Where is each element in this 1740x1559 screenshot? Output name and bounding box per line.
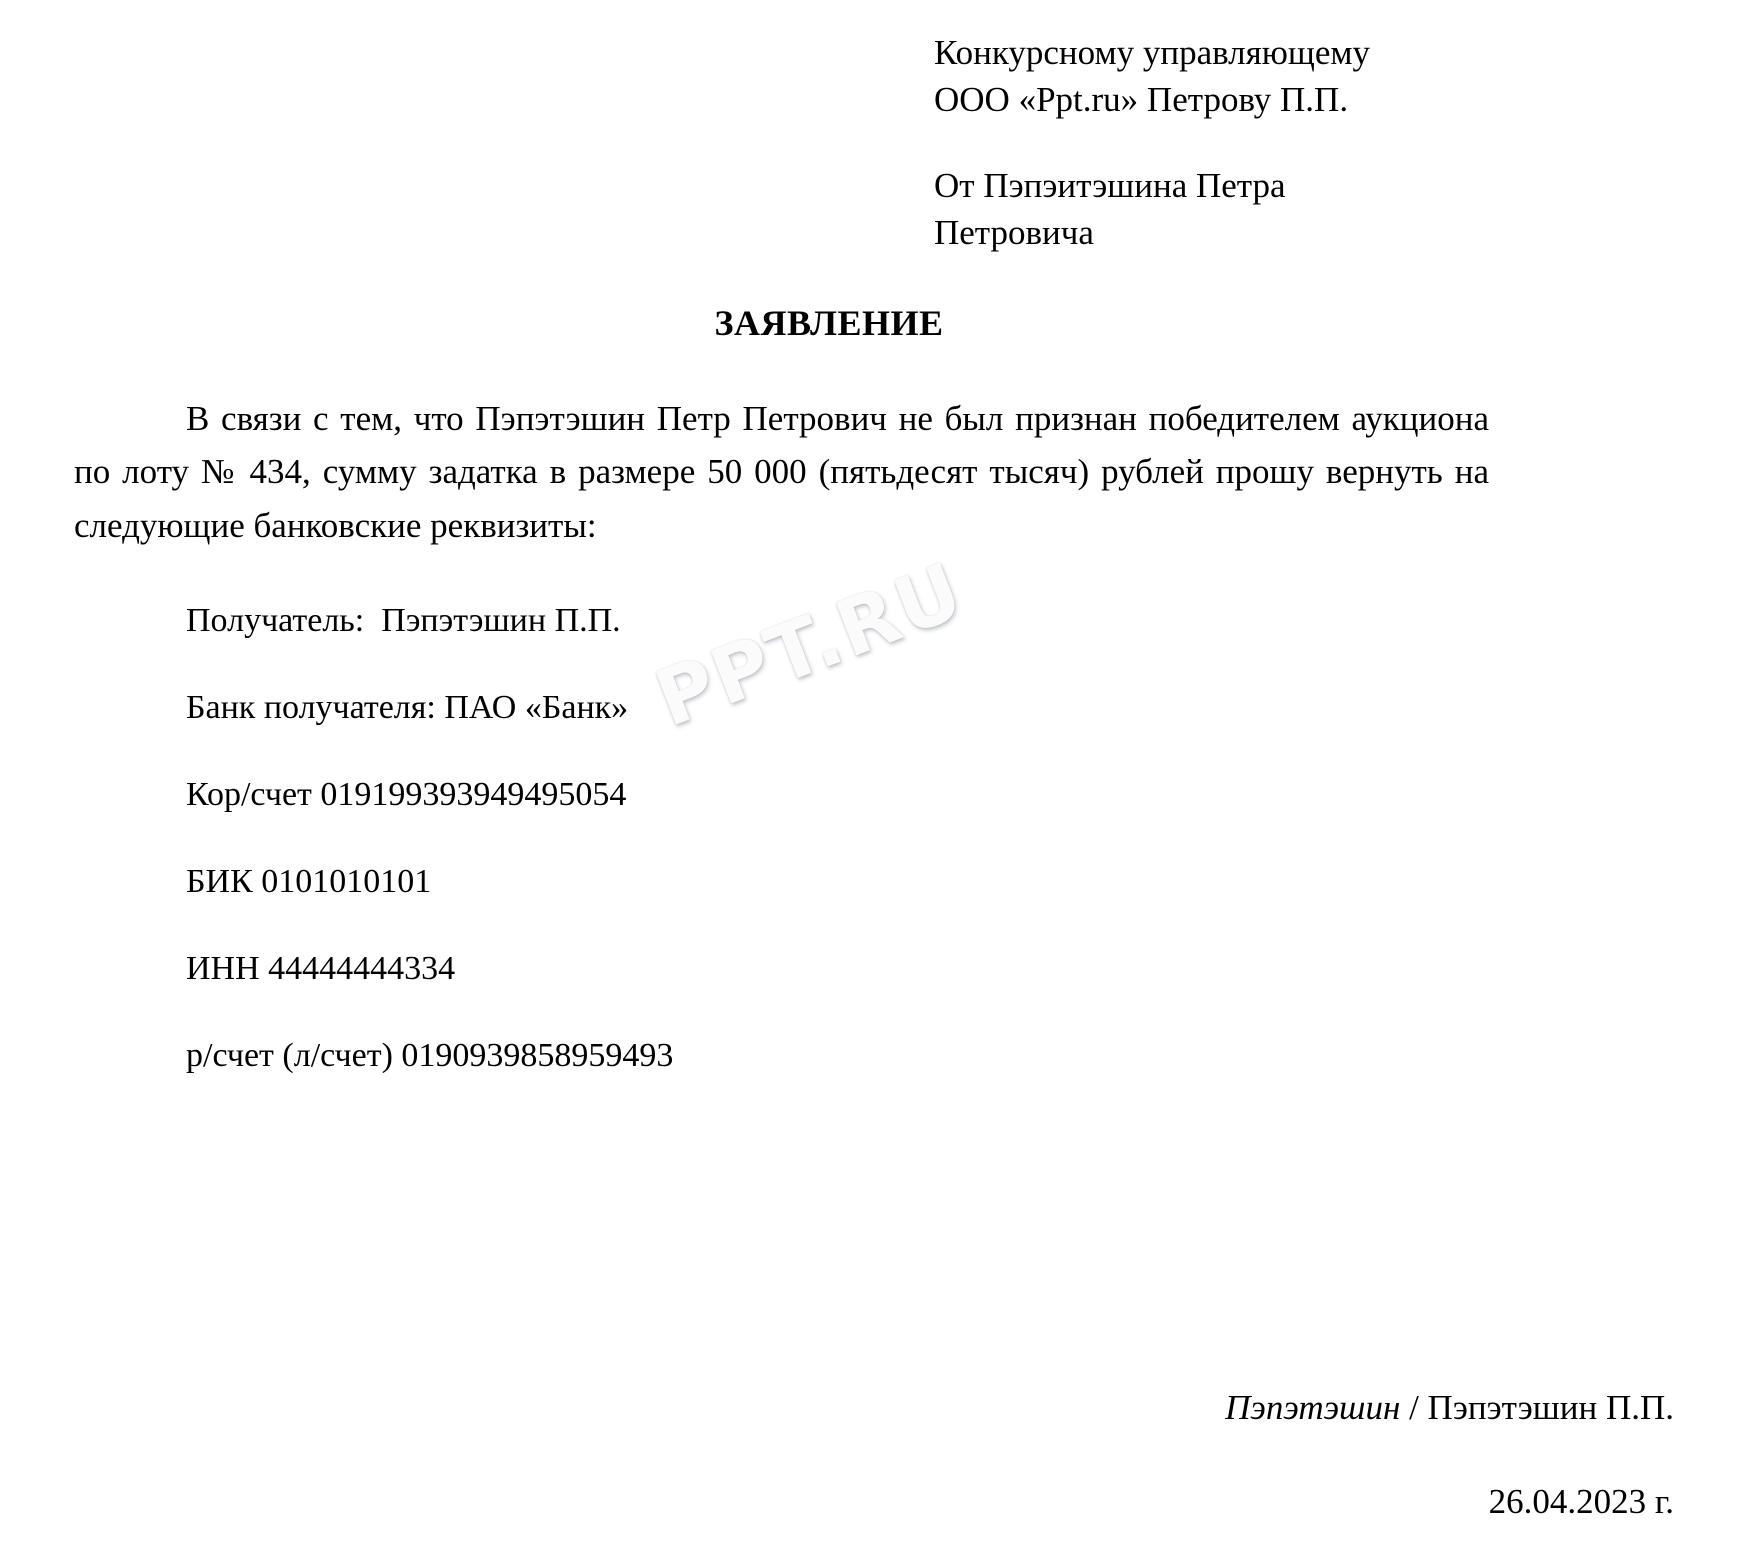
requisites-list (186, 601, 1674, 1074)
requisite-bank (186, 688, 1674, 726)
signature-handwritten: Пэпэтэшин (1225, 1388, 1401, 1427)
body-paragraph (74, 392, 1489, 552)
addressee-line-1: Конкурсному управляющему (934, 33, 1371, 72)
requisite-label: БИК (186, 862, 253, 900)
requisite-value: ПАО «Банк» (444, 688, 629, 726)
requisite-settlement-account (186, 1036, 1674, 1074)
amount-digits: 50 000 (707, 452, 807, 492)
page-title: ЗАЯВЛЕНИЕ (714, 303, 944, 344)
addressee-block (934, 0, 1574, 256)
watermark-text: PPT.RU (643, 546, 976, 746)
signature-block (1225, 1390, 1674, 1425)
document-date: 26.04.2023 г. (1488, 1482, 1674, 1521)
requisite-value: Пэпэтэшин П.П. (381, 601, 621, 639)
requisite-label: ИНН (186, 949, 260, 987)
requisite-label: Получатель: (186, 601, 365, 639)
lot-label: № (200, 452, 238, 492)
amount-words: (пятьдесят тысяч) (818, 452, 1090, 492)
addressee-line-4: Петровича (934, 212, 1094, 252)
body-part-3: сумму задатка в размере (322, 452, 696, 492)
addressee-spacer (934, 123, 1574, 163)
applicant-name: Пэпэтэшин Петр Петрович (475, 399, 887, 439)
body-part-4: рублей прошу вернуть на следующие банковские реквизиты: (74, 452, 1489, 545)
requisite-value: 0190939858959493 (401, 1036, 674, 1074)
addressee-line-2: ООО «Ppt.ru» Петрову П.П. (934, 79, 1349, 119)
requisite-value: 44444444334 (268, 949, 456, 987)
requisite-recipient (186, 601, 1674, 639)
body-part-1: В связи с тем, что (186, 399, 464, 439)
signature-separator: / (1409, 1388, 1419, 1427)
signature-printed-name: Пэпэтэшин П.П. (1427, 1388, 1674, 1427)
requisite-label: Банк получателя: (186, 688, 436, 726)
requisite-correspondent-account (186, 775, 1674, 813)
body-part-2: не был признан победителем аукциона по лоту (74, 399, 1489, 492)
requisite-inn (186, 949, 1674, 987)
requisite-bik (186, 862, 1674, 900)
requisite-value: 0101010101 (261, 862, 432, 900)
requisite-label: Кор/счет (186, 775, 312, 813)
requisite-value: 019199393949495054 (320, 775, 627, 813)
lot-number: 434, (249, 452, 311, 492)
requisite-label: р/счет (л/счет) (186, 1036, 393, 1074)
addressee-line-3: От Пэпэитэшина Петра (934, 166, 1286, 206)
